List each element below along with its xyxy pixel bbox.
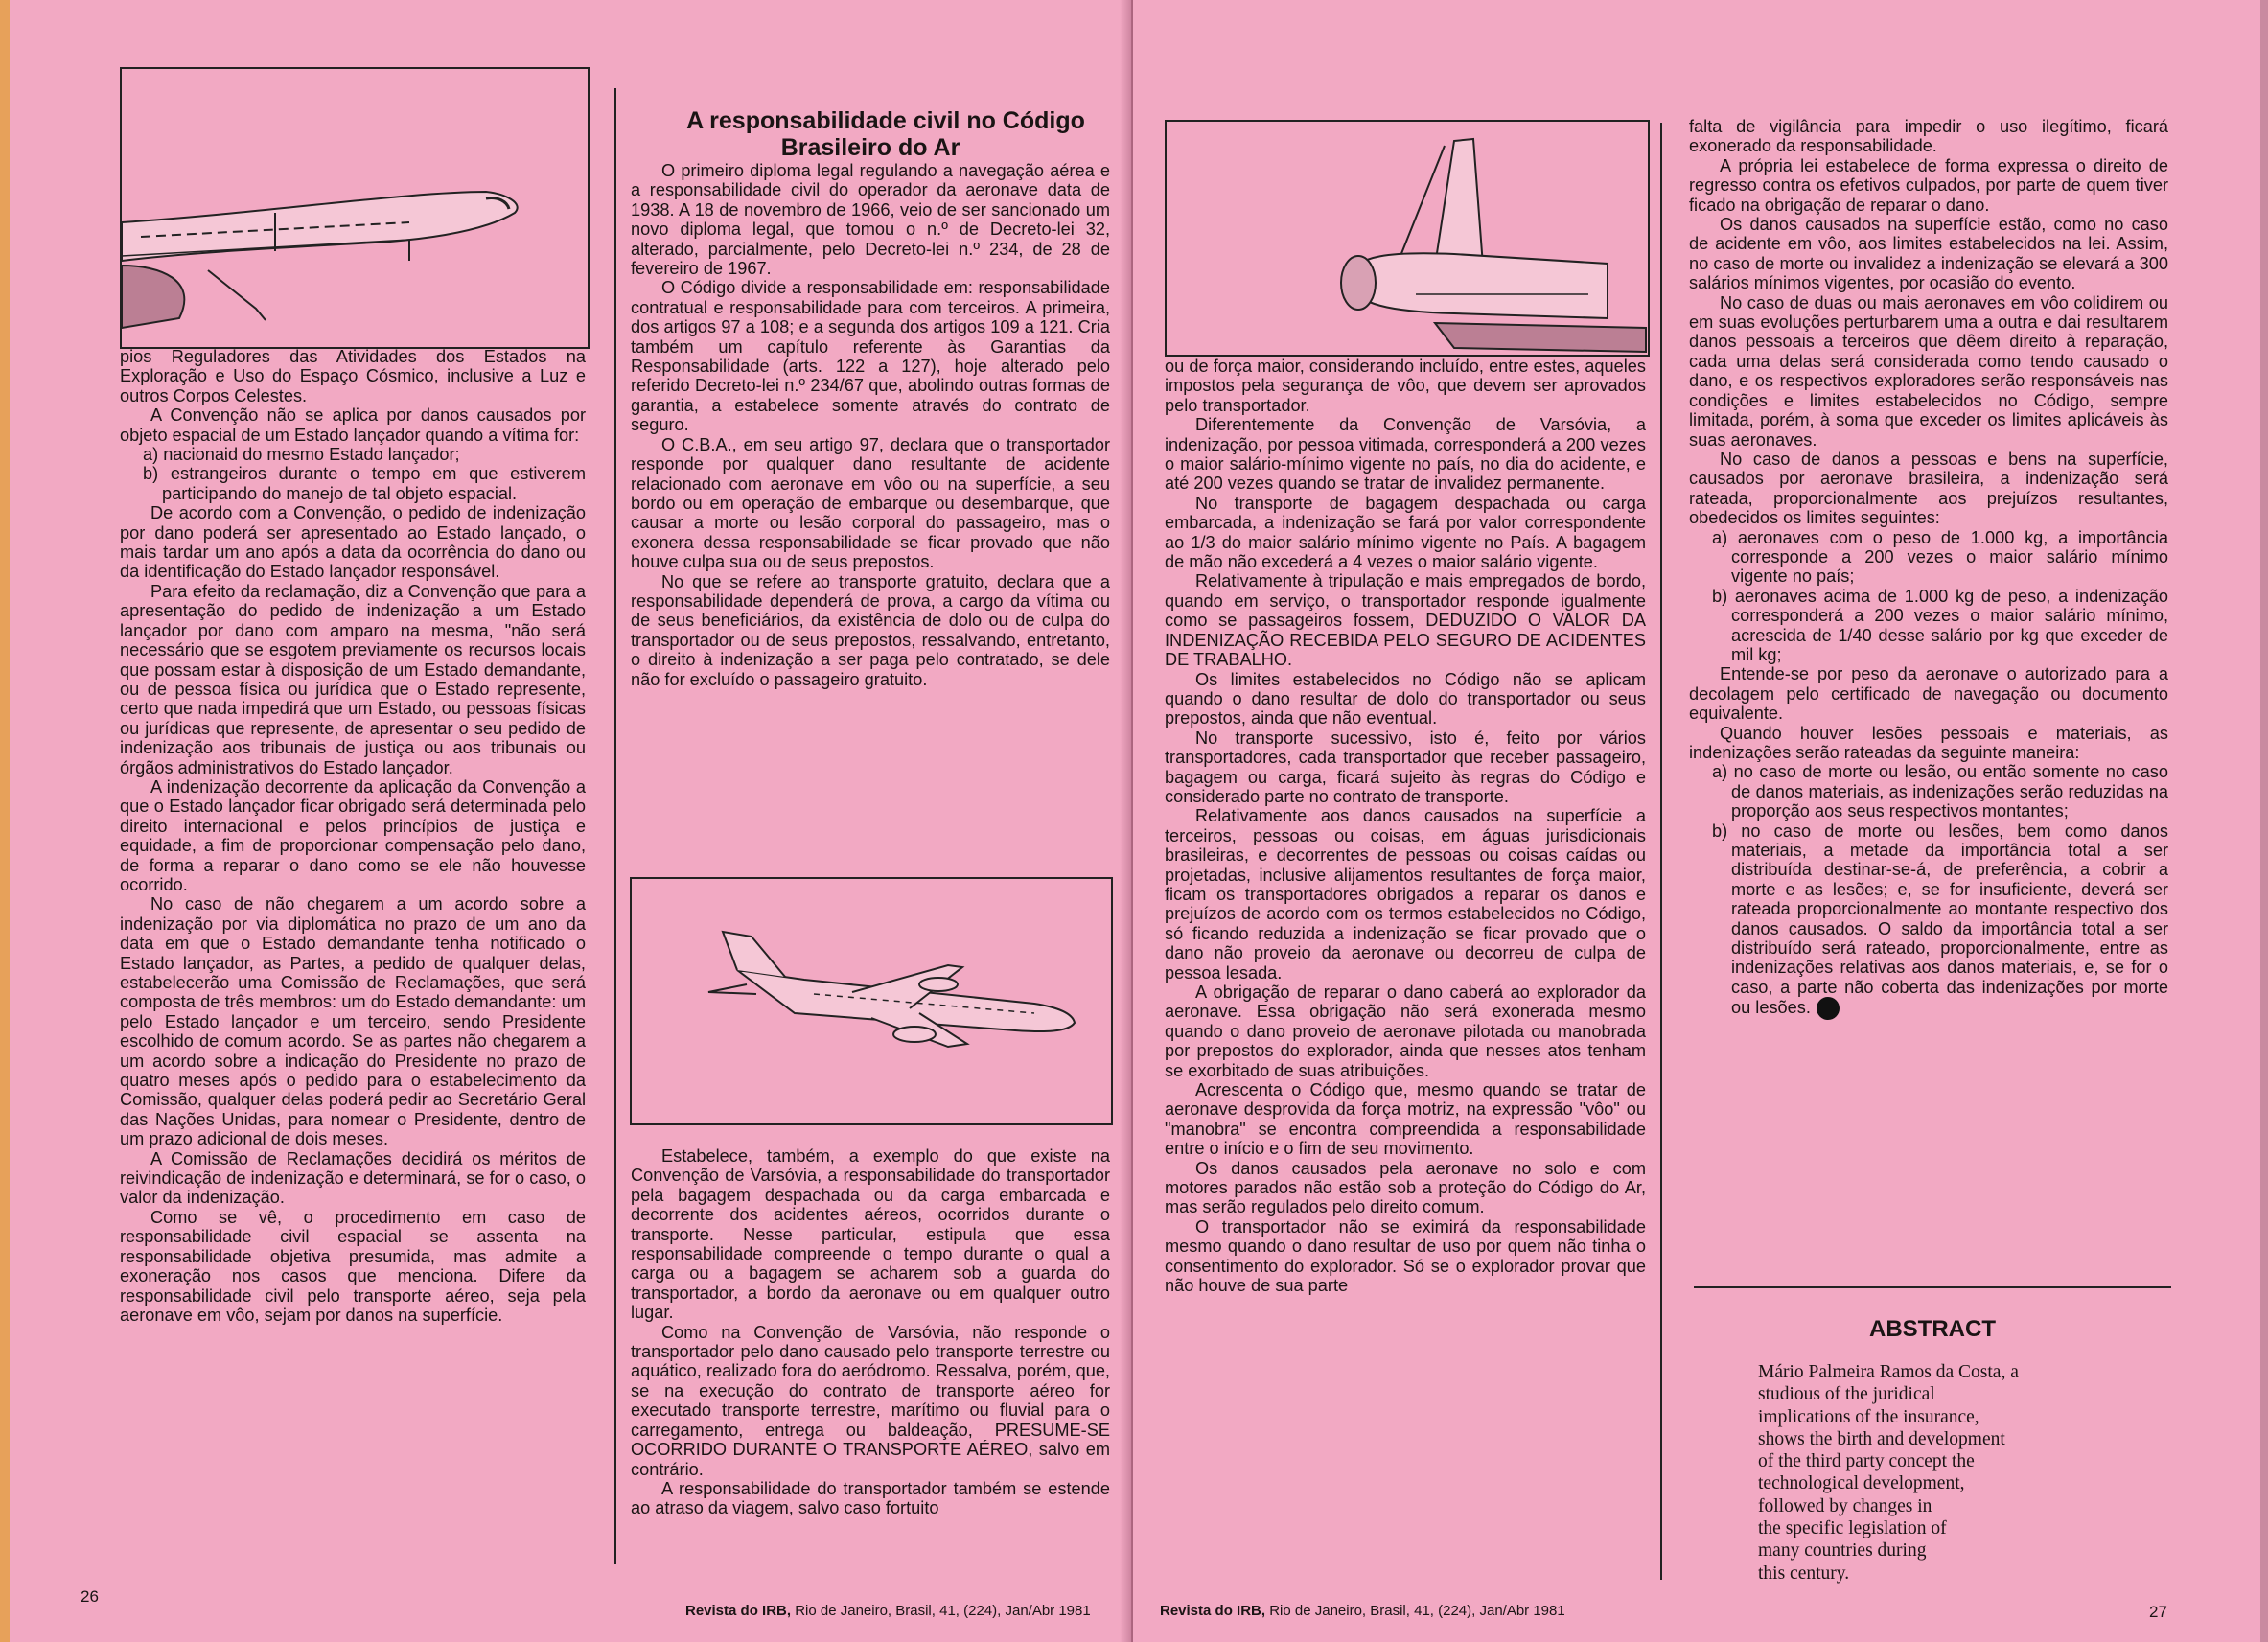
jet-side-drawing bbox=[632, 879, 1111, 1123]
tail-engine-illustration bbox=[1165, 120, 1650, 357]
page-edge bbox=[2260, 0, 2268, 1642]
abstract-line: followed by changes in bbox=[1758, 1495, 1932, 1516]
paragraph: Relativamente à tripulação e mais empregados de bordo, quando em serviço, o transportador responde igualmente como se passageiros fossem, DEDUZIDO O VALOR DA INDENIZAÇÃO RECEBIDA PELO SEGURO DE ACIDENTES DE TRABALHO. bbox=[1165, 571, 1646, 670]
right-page bbox=[1133, 0, 2268, 1642]
list-item: a) nacionaid do mesmo Estado lançador; bbox=[143, 445, 460, 465]
abstract-title: ABSTRACT bbox=[1869, 1316, 1996, 1342]
paragraph: Como se vê, o procedimento em caso de responsabilidade civil espacial se assenta na responsabilidade objetiva presumida, mas admite a exoneração nos casos que menciona. Difere da responsabilidade civil pelo transporte aéreo, seja pela aeronave em vôo, sejam por danos na superfície. bbox=[120, 1207, 586, 1325]
abstract-rule bbox=[1694, 1286, 2171, 1288]
journal-name: Revista do IRB, bbox=[685, 1603, 792, 1619]
paragraph: Diferentemente da Convenção de Varsóvia, a indenização, por pessoa vitimada, corresponderá a 200 vezes o maior salário-mínimo vigente no país, no dia do acidente, e até 200 vezes quando se tratar de invalidez permanente. bbox=[1165, 415, 1646, 494]
column-rule bbox=[1660, 123, 1662, 1580]
abstract-line: implications of the insurance, bbox=[1758, 1406, 1979, 1427]
paragraph: O C.B.A., em seu artigo 97, declara que o transportador responde por qualquer dano resultante de acidente relacionado com aeronave em vôo ou na superfície, a seu bordo ou em operação de embarque ou desembarque, que causar a morte ou lesão corporal do passageiro, mas o exonera dessa responsabilidade se ficar provado que não houve culpa sua ou de seus prepostos. bbox=[631, 434, 1110, 572]
journal-name: Revista do IRB, bbox=[1160, 1603, 1266, 1619]
paragraph: Os limites estabelecidos no Código não se aplicam quando o dano resultar de dolo do transportador ou seus prepostos, ainda que não eventual. bbox=[1165, 669, 1646, 728]
left-column-1 bbox=[120, 347, 586, 1569]
paragraph: O primeiro diploma legal regulando a navegação aérea e a responsabilidade civil do operador da aeronave data de 1938. A 18 de novembro de 1966, veio de ser sancionado um novo diploma legal, que tomou o n.º de Decreto-lei 32, alterado, parcialmente, pelo Decreto-lei n.º 234, de 28 de fevereiro de 1967. bbox=[631, 161, 1110, 279]
paragraph: No que se refere ao transporte gratuito, declara que a responsabilidade dependerá de prova, a cargo da vítima ou de seus beneficiários, da existência de dolo ou de culpa do transportador ou de seus prepostos, ressalvando, entretanto, o direito à indenização a ser paga pelo contratado, se dele não for excluído o passageiro gratuito. bbox=[631, 571, 1110, 689]
paragraph: ou de força maior, considerando incluído, entre estes, aqueles impostos pela segurança de vôo, que devem ser aprovados pelo transportador. bbox=[1165, 357, 1646, 415]
right-column-1 bbox=[1165, 357, 1646, 1579]
list-item bbox=[1689, 821, 2168, 1021]
abstract-line: many countries during bbox=[1758, 1540, 1927, 1561]
paragraph: Relativamente aos danos causados na superfície a terceiros, pessoas ou coisas, em águas jurisdicionais brasileiras, e decorrentes de pessoas ou coisas caídas ou projetadas, inclusive alijamentos resultantes de força maior, ficam os transportadores obrigados a reparar os danos e prejuízos de acordo com os termos estabelecidos no Código, só ficando reduzida a indenização se ficar provado que o dano não proveio da aeronave ou decorreu de culpa de pessoa lesada. bbox=[1165, 806, 1646, 983]
paragraph: A Comissão de Reclamações decidirá os méritos de reivindicação de indenização e determinará, se for o caso, o valor da indenização. bbox=[120, 1148, 586, 1208]
abstract-line: technological development, bbox=[1758, 1473, 1965, 1494]
abstract-line: this century. bbox=[1758, 1562, 1850, 1584]
paragraph: De acordo com a Convenção, o pedido de indenização por dano poderá ser apresentado ao Estado lançado, o mais tardar um ano após a data da ocorrência do dano ou da identificação do Estado lançador responsável. bbox=[120, 503, 586, 582]
paragraph: No transporte de bagagem despachada ou carga embarcada, a indenização se fará por valor correspondente ao 1/3 do maior salário mínimo vigente no País. A bagagem de mão não excederá a 4 vezes o maior salário vigente. bbox=[1165, 493, 1646, 572]
paragraph: A obrigação de reparar o dano caberá ao explorador da aeronave. Essa obrigação não será exonerada mesmo quando o dano proveio de aeronave pilotada ou manobrada por prepostos do explorador, ainda que nesses atos tenham se exorbitado de suas atribuições. bbox=[1165, 983, 1646, 1080]
article-headline: A responsabilidade civil no Código Brasileiro do Ar bbox=[686, 107, 1085, 161]
abstract-body bbox=[1758, 1361, 2161, 1584]
jet-illustration bbox=[630, 877, 1113, 1125]
paragraph: No caso de duas ou mais aeronaves em vôo colidirem ou em suas evoluções perturbarem uma a outra e dai resultarem danos pessoais a terceiros que dêem direito à reparação, cada uma delas será considerada como tendo causado o dano, e os respectivos exploradores serão responsáveis nas condições e limites estabelecidos no Código, sempre limitada, porém, à soma que exceder os limites aplicáveis às suas aeronaves. bbox=[1689, 292, 2168, 450]
journal-details: Rio de Janeiro, Brasil, 41, (224), Jan/Abr 1981 bbox=[1269, 1603, 1565, 1619]
paragraph: No caso de não chegarem a um acordo sobre a indenização por via diplomática no prazo de um ano da data em que o Estado demandante tenha notificado o Estado lançador, as Partes, a pedido de qualquer delas, estabelecerão uma Comissão de Reclamações, que será composta de três membros: um do Estado demandante: um pelo Estado lançador e um terceiro, sendo Presidente escolhido de comum acordo. Se as partes não chegarem a um acordo sobre a indicação do Presidente no prazo de quatro meses após o pedido para o estabelecimento da Comissão, qualquer delas poderá pedir ao Secretário Geral das Nações Unidas, para nomear o Presidente, dentro de um prazo adicional de dois meses. bbox=[120, 894, 586, 1149]
paragraph: No caso de danos a pessoas e bens na superfície, causados por aeronave brasileira, a indenização será rateada, proporcionalmente aos prejuízos resultantes, obedecidos os limites seguintes: bbox=[1689, 449, 2168, 528]
page-edge bbox=[0, 0, 10, 1642]
paragraph: Entende-se por peso da aeronave o autorizado para a decolagem pelo certificado de navegação ou documento equivalente. bbox=[1689, 664, 2168, 724]
paragraph: Para efeito da reclamação, diz a Convenção que para a apresentação do pedido de indenização a um Estado lançador por dano com amparo na mesma, "não será necessário que se esgotem previamente os recursos locais que possam estar à disposição de um Estado demandante, ou de pessoa física ou jurídica que o Estado represente, certo que nada impedirá que um Estado, ou pessoas físicas ou jurídicas que represente, de apresentar o seu pedido de indenização aos tribunais de justiça ou aos tribunais ou órgãos administrativos do Estado lançador. bbox=[120, 581, 586, 777]
list-item: b) aeronaves acima de 1.000 kg de peso, a indenização corresponderá a 200 vezes o maior salário mínimo, acrescida de 1/40 desse salário por kg que exceder de mil kg; bbox=[1712, 586, 2168, 664]
paragraph: Quando houver lesões pessoais e materiais, as indenizações serão rateadas da seguinte maneira: bbox=[1689, 723, 2168, 762]
paragraph: Acrescenta o Código que, mesmo quando se tratar de aeronave desprovida da força motriz, na expressão "vôo" ou "manobra" se encontra compreendida a responsabilidade entre o início e o fim de seu movimento. bbox=[1165, 1080, 1646, 1159]
abstract-line: shows the birth and development bbox=[1758, 1428, 2005, 1449]
left-page bbox=[0, 0, 1133, 1642]
paragraph: No transporte sucessivo, isto é, feito por vários transportadores, cada transportador que receber passageiro, bagagem ou carga, ficará sujeito às regras do Código e considerado parte no contrato de transporte. bbox=[1165, 728, 1646, 806]
paragraph: Estabelece, também, a exemplo do que existe na Convenção de Varsóvia, a responsabilidade do transportador pela bagagem despachada ou da carga embarcada e decorrente dos acidentes aéreos, ocorridos durante o transporte. Nesse particular, estipula que essa responsabilidade compreende o tempo durante o qual a carga ou a bagagem se acharem sob a guarda do transportador, a bordo da aeronave ou em qualquer outro lugar. bbox=[631, 1146, 1110, 1323]
abstract-line: of the third party concept the bbox=[1758, 1451, 1975, 1472]
abstract-line: Mário Palmeira Ramos da Costa, a bbox=[1758, 1362, 2019, 1382]
list-item: a) aeronaves com o peso de 1.000 kg, a importância corresponde a 200 vezes o maior salário mínimo vigente no país; bbox=[1712, 527, 2168, 587]
paragraph: A responsabilidade do transportador também se estende ao atraso da viagem, salvo caso fortuito bbox=[631, 1478, 1110, 1518]
airliner-illustration bbox=[120, 67, 590, 349]
list-item-text: b) no caso de morte ou lesões, bem como danos materiais, a metade da importância total a ser distribuída destinar-se-á, de preferência, a cobrir a morte e as lesões; e, se for insuficiente, deverá ser rateada proporcionalmente ao montante respectivo dos danos causados. O saldo da importância total a ser distribuído será rateado, proporcionalmente, entre as indenizações relativas aos danos materiais, e, se for o caso, a parte não coberta das indenizações por morte ou lesões. bbox=[1712, 821, 2168, 1018]
paragraph: O transportador não se eximirá da responsabilidade mesmo quando o dano resultar de uso por quem não tinha o consentimento do explorador. Só se o explorador provar que não houve de sua parte bbox=[1165, 1216, 1646, 1296]
page-footer bbox=[685, 1603, 1091, 1619]
paragraph: A Convenção não se aplica por danos causados por objeto espacial de um Estado lançador quando a vítima for: bbox=[120, 405, 586, 445]
paragraph: O Código divide a responsabilidade em: responsabilidade contratual e responsabilidade para com terceiros. A primeira, dos artigos 97 a 108; e a segunda dos artigos 109 a 121. Cria também um capítulo referente às Garantias da Responsabilidade (arts. 122 a 127), hoje alterado pelo referido Decreto-lei n.º 234/67 que, abolindo outras formas de garantia, a estabelece somente através do contrato de seguro. bbox=[631, 278, 1110, 435]
column-rule bbox=[614, 88, 616, 1564]
tail-engine-drawing bbox=[1167, 122, 1648, 355]
end-mark-icon bbox=[1817, 997, 1840, 1020]
list-item: b) estrangeiros durante o tempo em que estiverem participando do manejo de tal objeto espacial. bbox=[143, 464, 586, 503]
page-number: 27 bbox=[2149, 1603, 2167, 1621]
right-column-2 bbox=[1689, 117, 2168, 1277]
left-column-2-bottom bbox=[631, 1146, 1110, 1578]
paragraph: Os danos causados pela aeronave no solo e com motores parados não estão sob a proteção do Código do Ar, mas serão regulados pelo direito comum. bbox=[1165, 1158, 1646, 1217]
paragraph: A indenização decorrente da aplicação da Convenção a que o Estado lançador ficar obrigado será determinada pelo direito internacional e pelos princípios de justiça e equidade, a fim de proporcionar compensação pelo dano, de forma a reparar o dano como se ele não houvesse ocorrido. bbox=[120, 776, 586, 894]
paragraph: Como na Convenção de Varsóvia, não responde o transportador pelo dano causado pelo transporte terrestre ou aquático, realizado fora do aeródromo. Ressalva, porém, que, se na execução do contrato de transporte aéreo for executado transporte terrestre, marítimo ou fluvial para o carregamento, entrega ou baldeação, PRESUME-SE OCORRIDO DURANTE O TRANSPORTE AÉREO, salvo em contrário. bbox=[631, 1322, 1110, 1479]
journal-details: Rio de Janeiro, Brasil, 41, (224), Jan/Abr 1981 bbox=[795, 1603, 1091, 1619]
list-item: a) no caso de morte ou lesão, ou então somente no caso de danos materiais, as indenizações serão reduzidas na proporção aos seus respectivos montantes; bbox=[1712, 762, 2168, 821]
paragraph: A própria lei estabelece de forma expressa o direito de regresso contra os efetivos culpados, por parte de quem tiver ficado na obrigação de reparar o dano. bbox=[1689, 155, 2168, 215]
paragraph: falta de vigilância para impedir o uso ilegítimo, ficará exonerado da responsabilidade. bbox=[1689, 117, 2168, 156]
paragraph: pios Reguladores das Atividades dos Estados na Exploração e Uso do Espaço Cósmico, inclusive a Luz e outros Corpos Celestes. bbox=[120, 347, 586, 405]
airliner-nose-drawing bbox=[122, 69, 588, 347]
left-column-2 bbox=[631, 107, 1110, 874]
abstract-line: the specific legislation of bbox=[1758, 1518, 1947, 1539]
paragraph: Os danos causados na superfície estão, como no caso de acidente em vôo, aos limites estabelecidos na lei. Assim, no caso de morte ou invalidez a indenização se elevará a 300 salários mínimos vigentes, por ocasião do evento. bbox=[1689, 215, 2168, 293]
abstract-line: studious of the juridical bbox=[1758, 1384, 1935, 1405]
page-footer bbox=[1160, 1603, 1565, 1619]
page-number: 26 bbox=[81, 1587, 99, 1606]
